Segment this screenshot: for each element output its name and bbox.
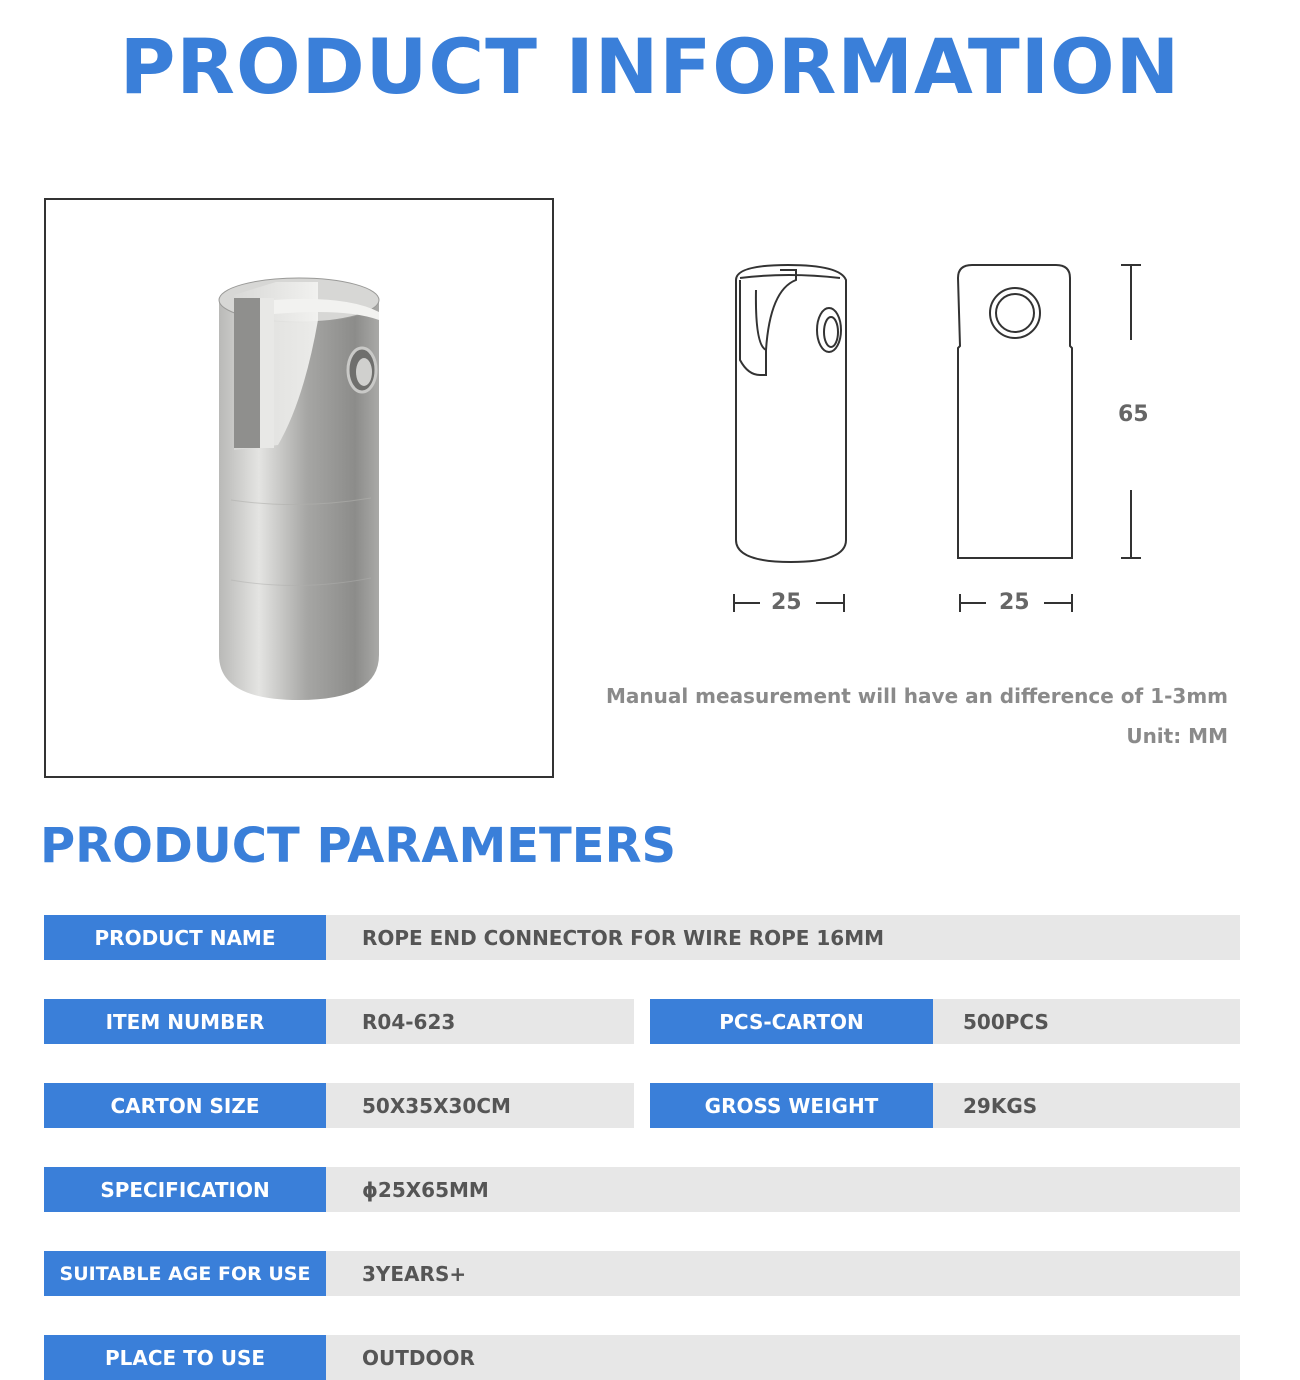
unit-note: Unit: MM — [1126, 724, 1228, 748]
side-view — [958, 265, 1072, 558]
specification-row — [44, 1167, 1240, 1212]
specification-value: ϕ25X65MM — [326, 1167, 1240, 1212]
side-width-label: 25 — [995, 590, 1034, 615]
item-number-row — [44, 999, 1240, 1044]
pcs-carton-value: 500PCS — [933, 999, 1240, 1044]
height-label: 65 — [1114, 402, 1153, 427]
place-row — [44, 1335, 1240, 1380]
place-label: PLACE TO USE — [44, 1335, 326, 1380]
carton-size-value: 50X35X30CM — [326, 1083, 634, 1128]
item-number-value: R04-623 — [326, 999, 634, 1044]
carton-size-row — [44, 1083, 1240, 1128]
item-number-label: ITEM NUMBER — [44, 999, 326, 1044]
pcs-carton-label: PCS-CARTON — [650, 999, 933, 1044]
product-name-label: PRODUCT NAME — [44, 915, 326, 960]
product-photo — [44, 198, 554, 778]
carton-size-label: CARTON SIZE — [44, 1083, 326, 1128]
gross-weight-label: GROSS WEIGHT — [650, 1083, 933, 1128]
connector-photo-illustration — [46, 200, 552, 776]
technical-drawing — [700, 250, 1180, 634]
front-view — [736, 265, 846, 562]
place-value: OUTDOOR — [326, 1335, 1240, 1380]
age-value: 3YEARS+ — [326, 1251, 1240, 1296]
product-name-value: ROPE END CONNECTOR FOR WIRE ROPE 16MM — [326, 915, 1240, 960]
age-label: SUITABLE AGE FOR USE — [44, 1251, 326, 1296]
parameters-title: PRODUCT PARAMETERS — [40, 818, 677, 874]
measurement-note: Manual measurement will have an difference of 1-3mm — [605, 684, 1228, 708]
page-title: PRODUCT INFORMATION — [119, 22, 1181, 111]
specification-label: SPECIFICATION — [44, 1167, 326, 1212]
gross-weight-value: 29KGS — [933, 1083, 1240, 1128]
dimension-drawing-svg — [700, 250, 1180, 630]
age-row — [44, 1251, 1240, 1296]
front-width-label: 25 — [767, 590, 806, 615]
product-name-row — [44, 915, 1240, 960]
